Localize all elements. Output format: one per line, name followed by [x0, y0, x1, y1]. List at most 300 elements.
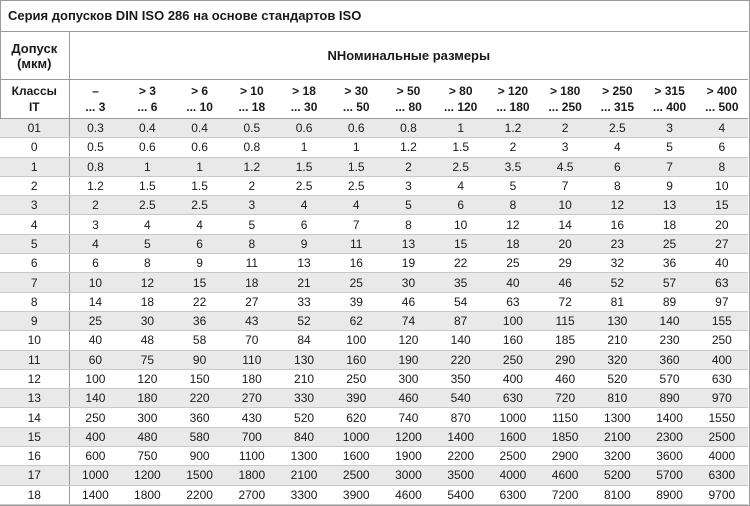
tolerance-value-cell: 18 [487, 234, 539, 253]
tolerance-value-cell: 18 [121, 292, 173, 311]
table-row [0, 157, 748, 176]
table-row [0, 350, 748, 369]
tolerance-value-cell: 0.8 [382, 119, 434, 138]
it-class-cell: 15 [0, 427, 69, 446]
range-to: ... 50 [342, 100, 370, 114]
range-to: ... 400 [652, 100, 687, 114]
tolerance-value-cell: 540 [435, 389, 487, 408]
tolerance-value-cell: 4 [173, 215, 225, 234]
tolerance-value-cell: 810 [591, 389, 643, 408]
it-class-cell: 1 [0, 157, 69, 176]
tolerance-value-cell: 480 [121, 427, 173, 446]
tolerance-value-cell: 630 [696, 369, 748, 388]
tolerance-value-cell: 0.5 [69, 138, 121, 157]
it-class-cell: 2 [0, 176, 69, 195]
table-row [0, 427, 748, 446]
tolerance-value-cell: 1 [435, 119, 487, 138]
tolerance-value-cell: 100 [487, 311, 539, 330]
tolerance-value-cell: 4000 [696, 447, 748, 466]
it-class-cell: 13 [0, 389, 69, 408]
range-header [696, 80, 748, 119]
range-header [69, 80, 121, 119]
tolerance-value-cell: 1900 [382, 447, 434, 466]
tolerance-value-cell: 97 [696, 292, 748, 311]
tolerance-value-cell: 1800 [226, 466, 278, 485]
tolerance-value-cell: 400 [696, 350, 748, 369]
tolerance-value-cell: 230 [643, 331, 695, 350]
tolerance-value-cell: 10 [696, 176, 748, 195]
it-class-cell: 6 [0, 254, 69, 273]
tolerance-value-cell: 12 [487, 215, 539, 234]
tolerance-value-cell: 2300 [643, 427, 695, 446]
tolerance-value-cell: 2.5 [330, 176, 382, 195]
tolerance-value-cell: 0.8 [69, 157, 121, 176]
tolerance-value-cell: 70 [226, 331, 278, 350]
range-from: > 250 [602, 84, 633, 98]
tolerance-value-cell: 2 [226, 176, 278, 195]
tolerance-value-cell: 10 [539, 196, 591, 215]
range-header [226, 80, 278, 119]
tolerance-value-cell: 4.5 [539, 157, 591, 176]
tolerance-value-cell: 250 [330, 369, 382, 388]
range-from: > 30 [344, 84, 369, 98]
tolerance-value-cell: 9700 [696, 485, 748, 504]
tolerance-value-cell: 1300 [278, 447, 330, 466]
tolerance-value-cell: 11 [226, 254, 278, 273]
range-to: ... 3 [85, 100, 106, 114]
tolerance-value-cell: 3000 [382, 466, 434, 485]
tolerance-value-cell: 13 [643, 196, 695, 215]
tolerance-value-cell: 220 [173, 389, 225, 408]
tolerance-value-cell: 0.6 [330, 119, 382, 138]
tolerance-value-cell: 63 [487, 292, 539, 311]
tolerance-value-cell: 7200 [539, 485, 591, 504]
table-row [0, 234, 748, 253]
it-class-cell: 0 [0, 138, 69, 157]
range-from: > 3 [138, 84, 156, 98]
tolerance-value-cell: 46 [382, 292, 434, 311]
table-row [0, 389, 748, 408]
table-row [0, 119, 748, 138]
tolerance-value-cell: 180 [121, 389, 173, 408]
tolerance-value-cell: 1400 [643, 408, 695, 427]
tolerance-value-cell: 2900 [539, 447, 591, 466]
tolerance-value-cell: 14 [539, 215, 591, 234]
tolerance-value-cell: 1.2 [226, 157, 278, 176]
tolerance-value-cell: 7 [330, 215, 382, 234]
tolerance-value-cell: 250 [696, 331, 748, 350]
tolerance-value-cell: 3600 [643, 447, 695, 466]
tolerance-value-cell: 1200 [382, 427, 434, 446]
page-title: Серия допусков DIN ISO 286 на основе стандартов ISO [0, 0, 748, 32]
tolerance-value-cell: 100 [330, 331, 382, 350]
tolerance-value-cell: 2.5 [278, 176, 330, 195]
tolerance-value-cell: 3300 [278, 485, 330, 504]
tolerance-value-cell: 1.5 [278, 157, 330, 176]
tolerance-value-cell: 89 [643, 292, 695, 311]
table-row [0, 369, 748, 388]
tolerance-value-cell: 120 [121, 369, 173, 388]
tolerance-value-cell: 140 [69, 389, 121, 408]
tolerance-value-cell: 2500 [487, 447, 539, 466]
tolerance-value-cell: 430 [226, 408, 278, 427]
tolerance-value-cell: 20 [696, 215, 748, 234]
tolerance-value-cell: 1400 [69, 485, 121, 504]
range-header [487, 80, 539, 119]
it-class-cell: 11 [0, 350, 69, 369]
range-header [591, 80, 643, 119]
tolerance-value-cell: 1.5 [173, 176, 225, 195]
range-to: ... 30 [290, 100, 318, 114]
classes-label-line2: IT [28, 100, 40, 114]
tolerance-value-cell: 190 [382, 350, 434, 369]
tolerance-value-cell: 5400 [435, 485, 487, 504]
tolerance-value-cell: 3.5 [487, 157, 539, 176]
tolerance-value-cell: 10 [435, 215, 487, 234]
it-class-cell: 10 [0, 331, 69, 350]
tolerance-value-cell: 8100 [591, 485, 643, 504]
tolerance-value-cell: 1600 [487, 427, 539, 446]
tolerance-value-cell: 300 [121, 408, 173, 427]
it-class-cell: 14 [0, 408, 69, 427]
tolerance-value-cell: 2700 [226, 485, 278, 504]
range-header [121, 80, 173, 119]
range-header [278, 80, 330, 119]
tolerance-value-cell: 5200 [591, 466, 643, 485]
tolerance-value-cell: 7 [643, 157, 695, 176]
table-row [0, 466, 748, 485]
tolerance-value-cell: 720 [539, 389, 591, 408]
range-from: – [92, 84, 99, 98]
tolerance-value-cell: 84 [278, 331, 330, 350]
tolerance-value-cell: 46 [539, 273, 591, 292]
it-class-cell: 4 [0, 215, 69, 234]
tolerance-value-cell: 0.8 [226, 138, 278, 157]
header-row-ranges [0, 80, 748, 119]
tolerance-value-cell: 25 [487, 254, 539, 273]
tolerance-value-cell: 620 [330, 408, 382, 427]
tolerance-value-cell: 48 [121, 331, 173, 350]
tolerance-value-cell: 290 [539, 350, 591, 369]
tolerance-value-cell: 2.5 [121, 196, 173, 215]
range-to: ... 120 [444, 100, 478, 114]
tolerance-value-cell: 3 [226, 196, 278, 215]
tolerance-value-cell: 3500 [435, 466, 487, 485]
table-row [0, 292, 748, 311]
tolerance-value-cell: 120 [382, 331, 434, 350]
tolerance-value-cell: 25 [643, 234, 695, 253]
tolerance-value-cell: 19 [382, 254, 434, 273]
tolerance-value-cell: 1150 [539, 408, 591, 427]
it-class-cell: 8 [0, 292, 69, 311]
tolerance-value-cell: 23 [591, 234, 643, 253]
tolerance-value-cell: 4000 [487, 466, 539, 485]
tolerance-value-cell: 63 [696, 273, 748, 292]
it-class-cell: 12 [0, 369, 69, 388]
tolerance-value-cell: 1850 [539, 427, 591, 446]
tolerance-value-cell: 210 [591, 331, 643, 350]
tolerance-value-cell: 5 [382, 196, 434, 215]
tolerance-value-cell: 14 [69, 292, 121, 311]
tolerance-value-cell: 160 [330, 350, 382, 369]
tolerance-value-cell: 250 [69, 408, 121, 427]
tolerance-value-cell: 12 [121, 273, 173, 292]
tolerance-value-cell: 36 [173, 311, 225, 330]
tolerance-value-cell: 11 [330, 234, 382, 253]
tolerance-value-cell: 39 [330, 292, 382, 311]
tolerance-value-cell: 16 [330, 254, 382, 273]
tolerance-value-cell: 700 [226, 427, 278, 446]
tolerance-value-cell: 4 [330, 196, 382, 215]
it-class-cell: 5 [0, 234, 69, 253]
table-row [0, 273, 748, 292]
range-header [173, 80, 225, 119]
tolerance-value-cell: 40 [696, 254, 748, 273]
range-from: > 400 [706, 84, 738, 98]
tolerance-value-cell: 25 [330, 273, 382, 292]
range-header [643, 80, 695, 119]
tolerance-value-cell: 54 [435, 292, 487, 311]
tolerance-value-cell: 6 [696, 138, 748, 157]
tolerance-value-cell: 9 [643, 176, 695, 195]
table-row [0, 196, 748, 215]
tolerance-value-cell: 2 [69, 196, 121, 215]
tolerance-value-cell: 350 [435, 369, 487, 388]
range-header [382, 80, 434, 119]
range-header [330, 80, 382, 119]
tolerance-value-cell: 1600 [330, 447, 382, 466]
tolerance-value-cell: 1300 [591, 408, 643, 427]
tolerance-value-cell: 4 [278, 196, 330, 215]
tolerance-value-cell: 520 [278, 408, 330, 427]
tolerance-value-cell: 16 [591, 215, 643, 234]
tolerance-value-cell: 130 [278, 350, 330, 369]
tolerance-value-cell: 6 [173, 234, 225, 253]
tolerance-value-cell: 4600 [382, 485, 434, 504]
table-row [0, 485, 748, 504]
tolerance-value-cell: 360 [173, 408, 225, 427]
range-header [539, 80, 591, 119]
range-to: ... 10 [186, 100, 213, 114]
tolerance-value-cell: 1550 [696, 408, 748, 427]
tolerance-value-cell: 30 [121, 311, 173, 330]
table-row [0, 447, 748, 466]
it-class-cell: 17 [0, 466, 69, 485]
tolerance-value-cell: 33 [278, 292, 330, 311]
tolerance-value-cell: 72 [539, 292, 591, 311]
range-from: > 50 [396, 84, 421, 98]
tolerance-value-cell: 970 [696, 389, 748, 408]
tolerance-value-cell: 0.6 [173, 138, 225, 157]
tolerance-value-cell: 9 [173, 254, 225, 273]
tolerance-value-cell: 2 [382, 157, 434, 176]
tolerance-value-cell: 43 [226, 311, 278, 330]
tolerance-value-cell: 2 [539, 119, 591, 138]
tolerance-label-line1: Допуск [11, 40, 58, 56]
tolerance-value-cell: 13 [278, 254, 330, 273]
tolerance-value-cell: 8 [226, 234, 278, 253]
table-row [0, 215, 748, 234]
tolerance-value-cell: 62 [330, 311, 382, 330]
tolerance-value-cell: 1.5 [435, 138, 487, 157]
tolerance-value-cell: 400 [69, 427, 121, 446]
range-from: > 180 [549, 84, 581, 98]
tolerance-value-cell: 74 [382, 311, 434, 330]
tolerance-value-cell: 210 [278, 369, 330, 388]
tolerance-value-cell: 1 [121, 157, 173, 176]
range-from: > 6 [191, 84, 209, 98]
tolerance-value-cell: 22 [435, 254, 487, 273]
tolerance-value-cell: 27 [226, 292, 278, 311]
tolerance-value-cell: 2.5 [435, 157, 487, 176]
range-from: > 120 [497, 84, 529, 98]
header-row-tolerance [0, 32, 748, 80]
tolerance-value-cell: 15 [696, 196, 748, 215]
tolerance-value-cell: 580 [173, 427, 225, 446]
tolerance-value-cell: 13 [382, 234, 434, 253]
tolerance-value-cell: 58 [173, 331, 225, 350]
tolerance-value-cell: 52 [591, 273, 643, 292]
range-from: > 10 [239, 84, 264, 98]
tolerance-value-cell: 140 [643, 311, 695, 330]
tolerance-value-cell: 360 [643, 350, 695, 369]
tolerance-value-cell: 2200 [173, 485, 225, 504]
tolerance-value-cell: 20 [539, 234, 591, 253]
tolerance-value-cell: 7 [539, 176, 591, 195]
table-row [0, 311, 748, 330]
tolerance-value-cell: 6 [278, 215, 330, 234]
tolerance-value-cell: 27 [696, 234, 748, 253]
tolerance-value-cell: 270 [226, 389, 278, 408]
tolerance-value-cell: 330 [278, 389, 330, 408]
tolerance-value-cell: 3200 [591, 447, 643, 466]
tolerance-value-cell: 4 [435, 176, 487, 195]
tolerance-value-cell: 2100 [278, 466, 330, 485]
tolerance-value-cell: 1 [330, 138, 382, 157]
tolerance-value-cell: 60 [69, 350, 121, 369]
tolerance-value-cell: 3 [643, 119, 695, 138]
tolerance-value-cell: 150 [173, 369, 225, 388]
tolerance-value-cell: 5 [226, 215, 278, 234]
range-from: > 18 [292, 84, 316, 98]
tolerance-value-cell: 2.5 [173, 196, 225, 215]
tolerance-value-cell: 220 [435, 350, 487, 369]
tolerance-value-cell: 87 [435, 311, 487, 330]
tolerance-value-cell: 15 [173, 273, 225, 292]
tolerance-value-cell: 1000 [487, 408, 539, 427]
tolerance-value-cell: 840 [278, 427, 330, 446]
tolerance-value-cell: 130 [591, 311, 643, 330]
tolerance-value-cell: 0.6 [121, 138, 173, 157]
tolerance-value-cell: 12 [591, 196, 643, 215]
tolerance-value-cell: 0.3 [69, 119, 121, 138]
tolerance-value-cell: 40 [487, 273, 539, 292]
tolerance-value-cell: 0.4 [173, 119, 225, 138]
tolerance-label-line2: (мкм) [17, 55, 52, 71]
tolerance-value-cell: 100 [69, 369, 121, 388]
tolerance-value-cell: 3 [382, 176, 434, 195]
tolerance-value-cell: 5700 [643, 466, 695, 485]
tolerance-value-cell: 15 [435, 234, 487, 253]
tolerance-value-cell: 40 [69, 331, 121, 350]
tolerance-value-cell: 1800 [121, 485, 173, 504]
tolerance-value-cell: 1 [278, 138, 330, 157]
table-row [0, 331, 748, 350]
tolerance-value-cell: 18 [643, 215, 695, 234]
tolerance-value-cell: 115 [539, 311, 591, 330]
table-row [0, 408, 748, 427]
tolerance-value-cell: 8 [487, 196, 539, 215]
tolerance-value-cell: 22 [173, 292, 225, 311]
tolerance-value-cell: 160 [487, 331, 539, 350]
tolerance-value-cell: 750 [121, 447, 173, 466]
table-row [0, 176, 748, 195]
tolerance-value-cell: 520 [591, 369, 643, 388]
tolerance-value-cell: 90 [173, 350, 225, 369]
tolerance-value-cell: 1100 [226, 447, 278, 466]
tolerance-value-cell: 1.2 [382, 138, 434, 157]
tolerance-value-cell: 52 [278, 311, 330, 330]
it-class-cell: 18 [0, 485, 69, 504]
tolerance-value-cell: 1400 [435, 427, 487, 446]
tolerance-value-cell: 32 [591, 254, 643, 273]
tolerance-value-cell: 4 [696, 119, 748, 138]
tolerance-value-cell: 8 [121, 254, 173, 273]
tolerance-value-cell: 21 [278, 273, 330, 292]
tolerance-value-cell: 4 [591, 138, 643, 157]
tolerance-value-cell: 1.5 [121, 176, 173, 195]
tolerance-value-cell: 0.4 [121, 119, 173, 138]
it-class-cell: 7 [0, 273, 69, 292]
tolerance-value-cell: 18 [226, 273, 278, 292]
tolerance-value-cell: 185 [539, 331, 591, 350]
tolerance-value-cell: 1.5 [330, 157, 382, 176]
table-row [0, 138, 748, 157]
range-to: ... 315 [600, 100, 635, 114]
range-to: ... 250 [548, 100, 582, 114]
it-class-cell: 01 [0, 119, 69, 138]
tolerance-value-cell: 6 [591, 157, 643, 176]
tolerance-value-cell: 35 [435, 273, 487, 292]
tolerance-value-cell: 3900 [330, 485, 382, 504]
tolerance-table [0, 32, 748, 505]
tolerance-value-cell: 5 [487, 176, 539, 195]
tolerance-value-cell: 10 [69, 273, 121, 292]
tolerance-value-cell: 8 [696, 157, 748, 176]
it-class-cell: 3 [0, 196, 69, 215]
tolerance-value-cell: 25 [69, 311, 121, 330]
tolerance-value-cell: 4 [69, 234, 121, 253]
tolerance-value-cell: 630 [487, 389, 539, 408]
tolerance-value-cell: 2.5 [591, 119, 643, 138]
tolerance-value-cell: 4 [121, 215, 173, 234]
tolerance-value-cell: 2500 [330, 466, 382, 485]
tolerance-value-cell: 250 [487, 350, 539, 369]
table-body [0, 119, 748, 505]
tolerance-value-cell: 2500 [696, 427, 748, 446]
tolerance-value-cell: 1200 [121, 466, 173, 485]
tolerance-value-cell: 5 [121, 234, 173, 253]
it-class-cell: 16 [0, 447, 69, 466]
tolerance-value-cell: 400 [487, 369, 539, 388]
tolerance-value-cell: 3 [69, 215, 121, 234]
tolerance-value-cell: 9 [278, 234, 330, 253]
range-to: ... 180 [496, 100, 530, 114]
tolerance-value-cell: 8 [591, 176, 643, 195]
tolerance-value-cell: 8 [382, 215, 434, 234]
range-to: ... 500 [705, 100, 739, 114]
tolerance-value-cell: 6300 [487, 485, 539, 504]
